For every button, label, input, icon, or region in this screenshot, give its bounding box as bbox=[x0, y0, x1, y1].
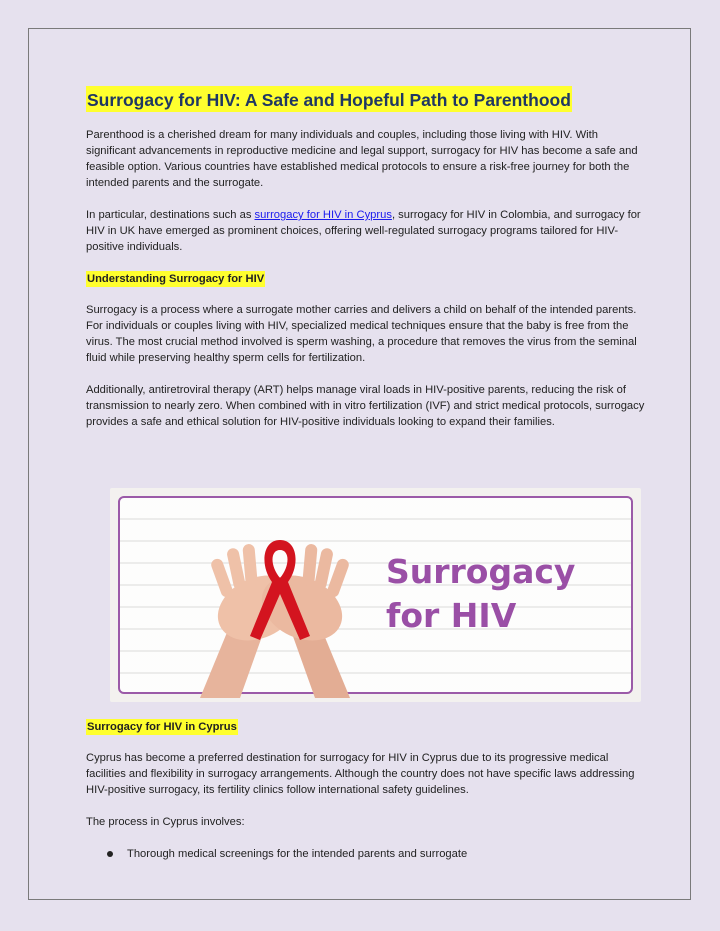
image-caption-line-1: Surrogacy bbox=[386, 552, 576, 591]
destinations-text-after: , surrogacy for HIV in Colombia, and surrogacy for HIV in UK have emerged as prominent choices, offering well-regulated surrogacy programs tailored for HIV-positive individuals. bbox=[86, 209, 641, 253]
cyprus-paragraph-1: Cyprus has become a preferred destination for surrogacy for HIV in Cyprus due to its progressive medical facilities and flexibility in surrogacy arrangements. Although the country does not have specific laws addressing HIV-positive surrogacy, its fertility clinics follow international safety guidelines. bbox=[86, 752, 635, 796]
intro-paragraph: Parenthood is a cherished dream for many individuals and couples, including those living with HIV. With significant advancements in reproductive medicine and legal support, surrogacy for HIV has become a safe and feasible option. Various countries have established medical protocols to ensure a risk-free journey for both the intended parents and the surrogate. bbox=[86, 129, 638, 189]
image-frame bbox=[118, 496, 633, 694]
cyprus-surrogacy-link[interactable]: surrogacy for HIV in Cyprus bbox=[254, 209, 392, 221]
section-heading-understanding: Understanding Surrogacy for HIV bbox=[87, 273, 265, 285]
destinations-text-before: In particular, destinations such as bbox=[86, 209, 255, 221]
cyprus-paragraph-2: The process in Cyprus involves: bbox=[86, 816, 245, 828]
section-heading-cyprus: Surrogacy for HIV in Cyprus bbox=[87, 721, 237, 733]
red-ribbon-hands-icon bbox=[180, 518, 390, 698]
understanding-paragraph-2: Additionally, antiretroviral therapy (ART) helps manage viral loads in HIV-positive parents, reducing the risk of transmission to nearly zero. When combined with in vitro fertilization (IVF) and strict medical protocols, surrogacy provides a safe and ethical solution for HIV-positive individuals looking to expand their families. bbox=[86, 384, 645, 428]
destinations-paragraph bbox=[86, 207, 646, 255]
page-title: Surrogacy for HIV: A Safe and Hopeful Path to Parenthood bbox=[86, 86, 572, 112]
cyprus-process-list bbox=[86, 846, 646, 862]
document-content bbox=[86, 86, 646, 430]
cyprus-section bbox=[86, 719, 646, 862]
image-caption-text bbox=[386, 550, 575, 638]
list-item bbox=[127, 846, 646, 862]
document-page bbox=[28, 28, 691, 900]
surrogacy-hiv-image bbox=[110, 488, 641, 702]
bullet-icon bbox=[107, 851, 113, 857]
list-item-text: Thorough medical screenings for the intended parents and surrogate bbox=[127, 848, 468, 860]
understanding-paragraph-1: Surrogacy is a process where a surrogate mother carries and delivers a child on behalf of the intended parents. For individuals or couples living with HIV, specialized medical techniques ensure that the baby is free from the virus. The most crucial method involved is sperm washing, a procedure that removes the virus from the seminal fluid while preserving healthy sperm cells for fertilization. bbox=[86, 304, 637, 364]
image-caption-line-2: for HIV bbox=[386, 596, 517, 635]
